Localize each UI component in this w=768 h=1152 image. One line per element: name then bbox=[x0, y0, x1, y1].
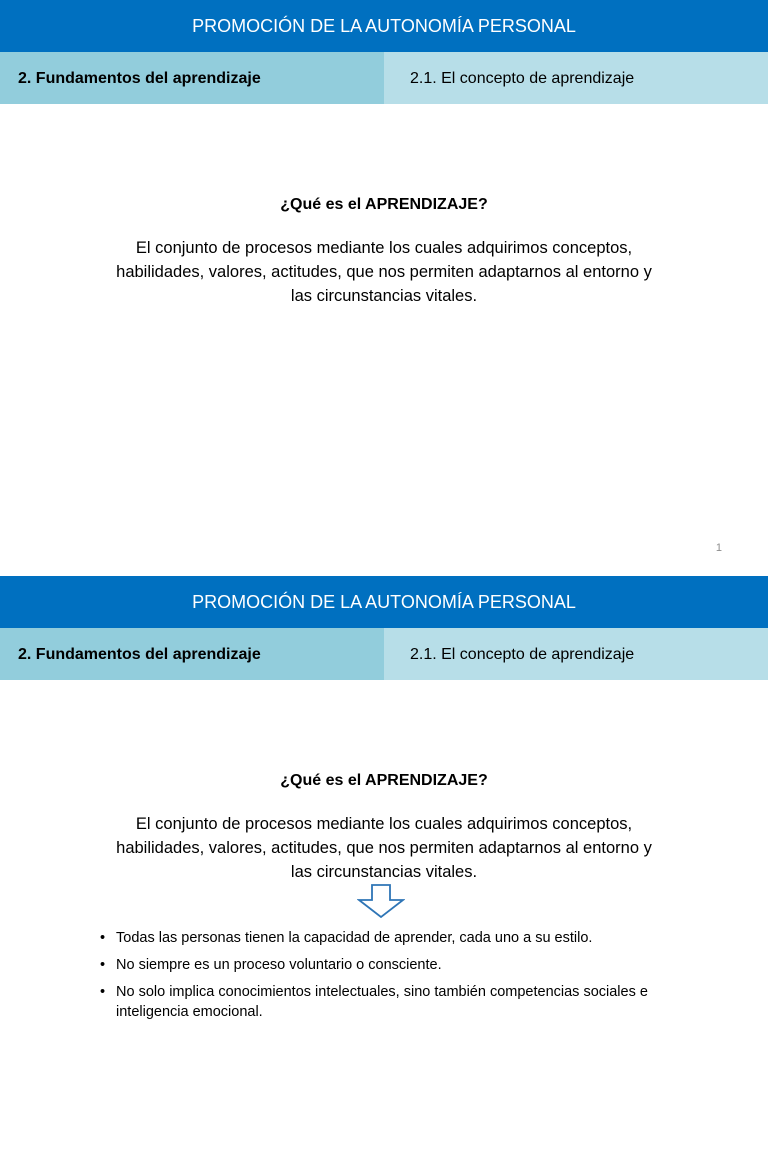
bullet-text: Todas las personas tienen la capacidad de aprender, cada uno a su estilo. bbox=[116, 930, 593, 946]
bullet-icon: • bbox=[100, 957, 106, 973]
subsection-heading: 2.1. El concepto de aprendizaje bbox=[384, 52, 768, 104]
question-heading: ¿Qué es el APRENDIZAJE? bbox=[280, 196, 488, 213]
bullet-text: No siempre es un proceso voluntario o consciente. bbox=[116, 957, 442, 973]
slide-title-bar: PROMOCIÓN DE LA AUTONOMÍA PERSONAL bbox=[0, 0, 768, 52]
bullet-list bbox=[100, 928, 690, 1029]
question-heading: ¿Qué es el APRENDIZAJE? bbox=[280, 772, 488, 789]
subsection-heading: 2.1. El concepto de aprendizaje bbox=[384, 628, 768, 680]
definition-text: El conjunto de procesos mediante los cuales adquirimos conceptos, habilidades, valores, actitudes, que nos permiten adaptarnos al entorno y las circunstancias vitales. bbox=[116, 815, 652, 881]
down-arrow-outline-icon bbox=[357, 884, 405, 918]
section-heading: 2. Fundamentos del aprendizaje bbox=[0, 628, 384, 680]
bullet-icon: • bbox=[100, 930, 106, 946]
list-item bbox=[100, 955, 690, 975]
definition-text: El conjunto de procesos mediante los cuales adquirimos conceptos, habilidades, valores, actitudes, que nos permiten adaptarnos al entorno y las circunstancias vitales. bbox=[116, 239, 652, 305]
section-heading: 2. Fundamentos del aprendizaje bbox=[0, 52, 384, 104]
bullet-text: No solo implica conocimientos intelectuales, sino también competencias sociales e inteligencia emocional. bbox=[116, 984, 648, 1020]
list-item bbox=[100, 982, 690, 1022]
slide-2 bbox=[0, 576, 768, 1152]
page-number: 1 bbox=[715, 542, 722, 554]
list-item bbox=[100, 928, 690, 948]
bullet-icon: • bbox=[100, 984, 106, 1000]
slide-title-bar: PROMOCIÓN DE LA AUTONOMÍA PERSONAL bbox=[0, 576, 768, 628]
